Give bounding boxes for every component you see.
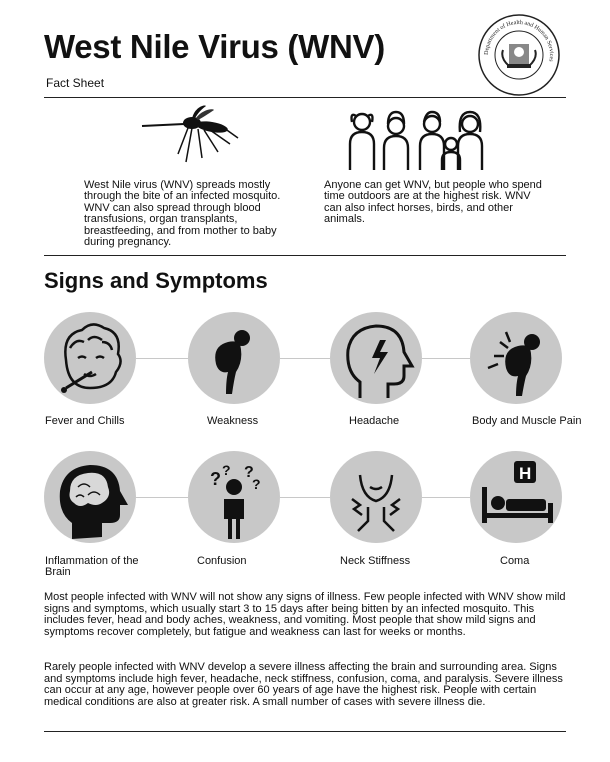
- svg-text:?: ?: [244, 464, 254, 481]
- connector-line: [422, 358, 470, 359]
- symptom-label: Body and Muscle Pain: [472, 415, 582, 427]
- connector-line: [280, 358, 330, 359]
- intro-text-transmission: West Nile virus (WNV) spreads mostly through the bite of an infected mosquito. WNV can also spread through blood transfusions, organ transplants, breastfeeding, and from mother to baby during pregnancy.: [84, 179, 281, 249]
- connector-line: [136, 358, 188, 359]
- symptom-label: Headache: [349, 415, 400, 427]
- paragraph-severe-illness: Rarely people infected with WNV develop a severe illness affecting the brain and surrounding area. Signs and symptoms include high fever, headache, neck stiffness, confusion, coma, and paralysis. Severe illness can occur at any age, however people over 60 years of age have the highest risk. People with certain medical conditions are also at greater risk. A small number of cases with severe illness die.: [44, 661, 563, 708]
- fever-face-icon: [44, 312, 136, 404]
- symptom-label: Fever and Chills: [45, 415, 125, 427]
- neck-icon: [330, 451, 422, 543]
- connector-line: [136, 497, 188, 498]
- footer-divider: [44, 731, 566, 732]
- symptom-coma: [470, 451, 562, 543]
- connector-line: [422, 497, 470, 498]
- intro-divider: [44, 255, 566, 256]
- symptom-label: Coma: [500, 555, 530, 567]
- symptom-confusion: [188, 451, 280, 543]
- connector-line: [280, 497, 330, 498]
- family-icon: [346, 104, 490, 172]
- svg-text:?: ?: [210, 469, 221, 489]
- symptom-neck-stiffness: [330, 451, 422, 543]
- department-seal-icon: [478, 14, 560, 96]
- brain-icon: [44, 451, 136, 543]
- svg-text:?: ?: [222, 462, 231, 478]
- symptom-headache: [330, 312, 422, 404]
- symptom-weakness: [188, 312, 280, 404]
- intro-text-risk: Anyone can get WNV, but people who spend time outdoors are at the highest risk. WNV can also infect horses, birds, and other animals.: [324, 179, 542, 226]
- symptom-body-pain: [470, 312, 562, 404]
- body-pain-icon: [470, 312, 562, 404]
- symptom-label: Confusion: [197, 555, 247, 567]
- symptom-label: Weakness: [207, 415, 259, 427]
- weakness-icon: [188, 312, 280, 404]
- confusion-icon: [188, 451, 280, 543]
- mosquito-icon: [140, 104, 240, 168]
- page-title: West Nile Virus (WNV): [44, 28, 385, 65]
- hospital-bed-icon: [470, 451, 562, 543]
- seal-text: Department of Health and Human Services: [483, 19, 555, 63]
- symptom-fever: [44, 312, 136, 404]
- headache-icon: [330, 312, 422, 404]
- header-divider: [44, 97, 566, 98]
- section-heading: Signs and Symptoms: [44, 268, 268, 293]
- symptom-label: Neck Stiffness: [340, 555, 411, 567]
- svg-text:H: H: [519, 464, 532, 483]
- page-subtitle: Fact Sheet: [46, 76, 105, 90]
- paragraph-mild-illness: Most people infected with WNV will not show any signs of illness. Few people infected with WNV show mild signs and symptoms, which usually start 3 to 15 days after being bitten by an infected mosquito. This includes fever, head and body aches, weakness, and vomiting. Most people that show mild signs and symptoms recover completely, but fatigue and weakness can last for weeks or months.: [44, 591, 566, 638]
- symptom-label: Inflammation of the Brain: [45, 555, 139, 578]
- svg-text:?: ?: [252, 476, 261, 492]
- symptom-brain: [44, 451, 136, 543]
